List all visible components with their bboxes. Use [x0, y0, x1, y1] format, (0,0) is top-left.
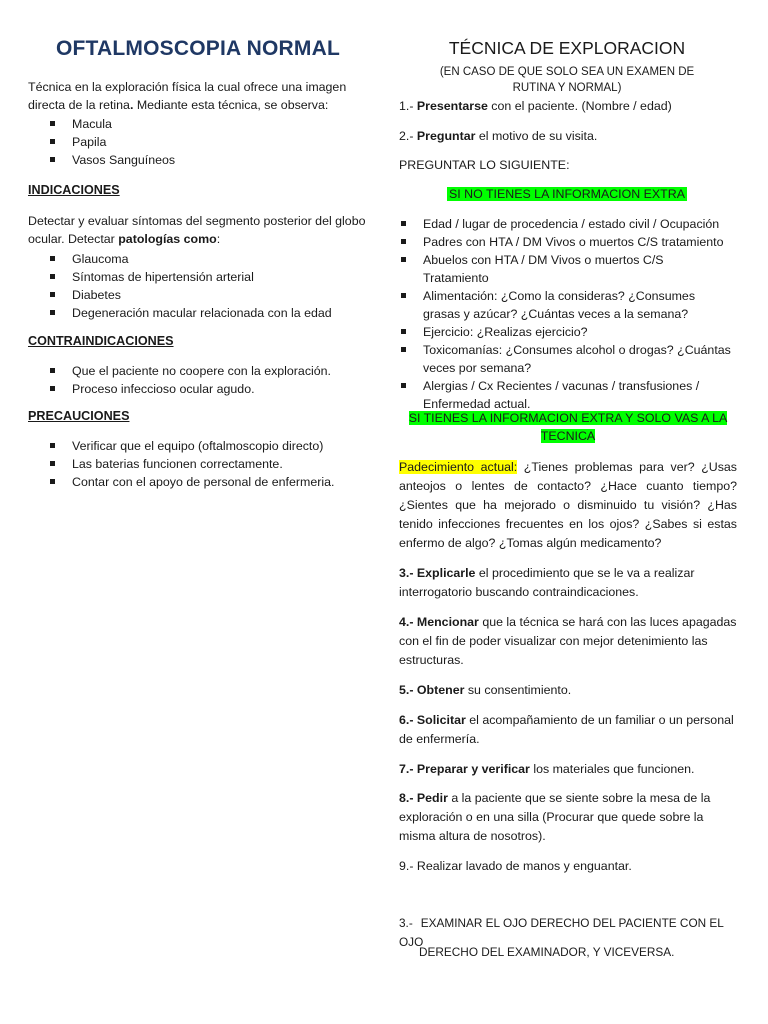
padecimiento-label: Padecimiento actual:: [399, 460, 518, 474]
list-item: Contar con el apoyo de personal de enfermeria.: [28, 473, 368, 491]
indicaciones-text: [28, 212, 368, 248]
step-6: [399, 711, 739, 749]
list-item: Edad / lugar de procedencia / estado civil / Ocupación: [399, 215, 731, 233]
list-item: Abuelos con HTA / DM Vivos o muertos C/S Tratamiento: [399, 251, 731, 287]
examinar-line-2: DERECHO DEL EXAMINADOR, Y VICEVERSA.: [419, 945, 675, 959]
highlight-with-info: [407, 409, 729, 445]
precauciones-heading: PRECAUCIONES: [28, 409, 130, 423]
questions-list: [399, 215, 731, 413]
step-2-number: 2.-: [399, 129, 417, 143]
step-7: [399, 760, 739, 779]
step-6-text: el acompañamiento de un familiar o un personal de enfermería.: [399, 713, 734, 746]
step-2-text: el motivo de su visita.: [475, 129, 598, 143]
list-item: Papila: [28, 133, 368, 151]
page-title: OFTALMOSCOPIA NORMAL: [56, 37, 340, 60]
intro-dot: .: [129, 98, 134, 112]
indicaciones-text-bold: patologías como: [118, 232, 217, 246]
step-1: [399, 97, 739, 116]
intro-text: Técnica en la exploración física la cual ofrece una imagen directa de la retina: [28, 80, 347, 112]
highlight-with-info-text: SI TIENES LA INFORMACION EXTRA Y SOLO VAS A LA TECNICA: [408, 411, 728, 443]
list-item: Padres con HTA / DM Vivos o muertos C/S tratamiento: [399, 233, 731, 251]
step-5: [399, 681, 739, 700]
contraindicaciones-heading: CONTRAINDICACIONES: [28, 334, 174, 348]
step-7-text: los materiales que funcionen.: [529, 762, 695, 776]
step-1-text: con el paciente. (Nombre / edad): [487, 99, 672, 113]
list-item: Las baterias funcionen correctamente.: [28, 455, 368, 473]
list-item: Proceso infeccioso ocular agudo.: [28, 380, 368, 398]
step-3-text: el procedimiento que se le va a realizar interrogatorio buscando contraindicaciones.: [399, 566, 695, 599]
contraindicaciones-list: [28, 362, 368, 398]
step-4: [399, 613, 739, 670]
list-item: Alimentación: ¿Como la consideras? ¿Consumes grasas y azúcar? ¿Cuántas veces a la semana?: [399, 287, 731, 323]
step-2: [399, 127, 739, 146]
examinar-number: 3.-: [399, 916, 413, 930]
step-5-text: su consentimiento.: [464, 683, 572, 697]
step-6-bold: 6.- Solicitar: [399, 713, 466, 727]
list-item: Síntomas de hipertensión arterial: [28, 268, 368, 286]
list-item: Diabetes: [28, 286, 368, 304]
padecimiento-text: ¿Tienes problemas para ver? ¿Usas anteojos o lentes de contacto? ¿Hace cuanto tiempo? ¿Sientes que ha mejorado o disminuido tu visión? ¿Has tenido infecciones frecuentes en los ojos? ¿Sabes si estas enfermo de algo? ¿Tomas algún medicamento?: [399, 460, 737, 550]
indicaciones-list: [28, 250, 368, 322]
list-item: Degeneración macular relacionada con la edad: [28, 304, 368, 322]
list-item: Que el paciente no coopere con la exploración.: [28, 362, 368, 380]
step-4-bold: 4.- Mencionar: [399, 615, 479, 629]
step-4-text: que la técnica se hará con las luces apagadas con el fin de poder visualizar con mejor detenimiento las estructuras.: [399, 615, 737, 667]
list-item: Toxicomanías: ¿Consumes alcohol o drogas? ¿Cuántas veces por semana?: [399, 341, 731, 377]
list-item: Verificar que el equipo (oftalmoscopio directo): [28, 437, 368, 455]
list-item: Vasos Sanguíneos: [28, 151, 368, 169]
precauciones-list: [28, 437, 368, 491]
technique-subtitle: (EN CASO DE QUE SOLO SEA UN EXAMEN DE RUTINA Y NORMAL): [439, 66, 695, 94]
step-8-bold: 8.- Pedir: [399, 791, 448, 805]
step-5-bold: 5.- Obtener: [399, 683, 465, 697]
technique-title: TÉCNICA DE EXPLORACION: [448, 38, 686, 58]
indicaciones-text-c: :: [216, 232, 221, 246]
examinar-text-1: EXAMINAR EL OJO DERECHO DEL PACIENTE CON EL OJO: [399, 916, 724, 949]
indicaciones-text-a: Detectar y evaluar síntomas del segmento posterior del globo ocular: [28, 214, 366, 246]
step-7-bold: 7.- Preparar y verificar: [399, 762, 530, 776]
highlight-no-info: [399, 185, 735, 203]
step-9: 9.- Realizar lavado de manos y enguantar.: [399, 859, 632, 873]
padecimiento-paragraph: [399, 458, 737, 553]
list-item: Macula: [28, 115, 368, 133]
step-1-bold: Presentarse: [416, 99, 488, 113]
step-1-number: 1.-: [399, 99, 417, 113]
highlight-no-info-text: SI NO TIENES LA INFORMACION EXTRA: [449, 187, 685, 201]
intro-text-end: Mediante esta técnica, se observa:: [133, 98, 329, 112]
indicaciones-heading: INDICACIONES: [28, 183, 120, 197]
observa-list: [28, 115, 368, 169]
list-item: Ejercicio: ¿Realizas ejercicio?: [399, 323, 731, 341]
indicaciones-text-b: . Detectar: [61, 232, 119, 246]
preguntar-heading: PREGUNTAR LO SIGUIENTE:: [399, 158, 570, 172]
step-8-text: a la paciente que se siente sobre la mesa de la exploración o en una silla (Procurar que quede sobre la misma altura de nosotros).: [399, 791, 711, 843]
step-2-bold: Preguntar: [416, 129, 476, 143]
step-8: [399, 789, 739, 846]
intro-paragraph: [28, 78, 368, 114]
list-item: Alergias / Cx Recientes / vacunas / transfusiones / Enfermedad actual.: [399, 377, 731, 413]
step-3-bold: 3.- Explicarle: [399, 566, 476, 580]
step-3: [399, 564, 739, 602]
list-item: Glaucoma: [28, 250, 368, 268]
